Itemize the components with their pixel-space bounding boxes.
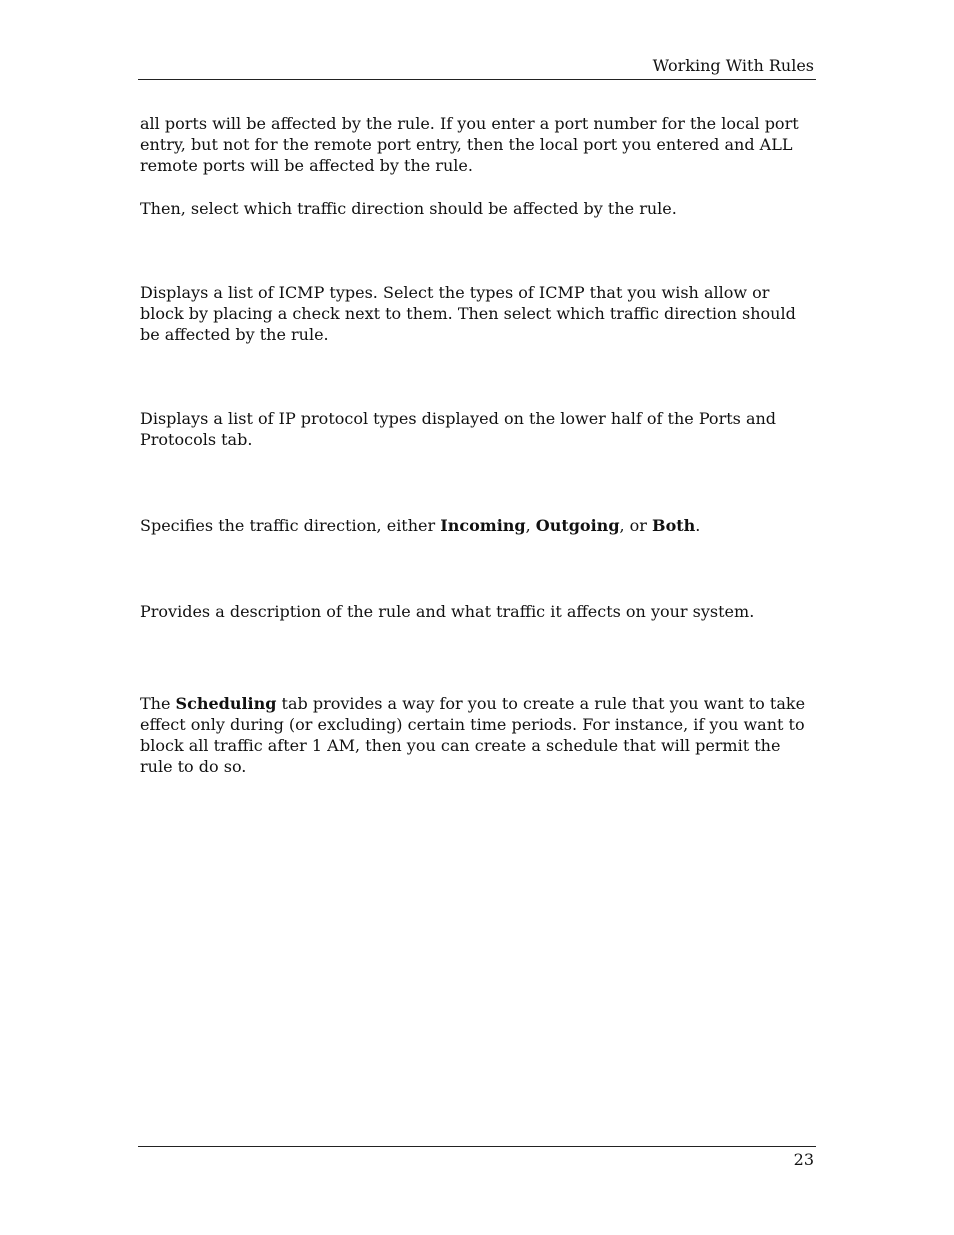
paragraph-description: Provides a description of the rule and what traffic it affects on your system.: [140, 602, 755, 621]
footer-divider: [138, 1146, 816, 1147]
scheduling-bold: Scheduling: [175, 694, 277, 713]
header-divider: [138, 79, 816, 80]
paragraph-ip-protocol: Displays a list of IP protocol types displayed on the lower half of the Ports and Protocols tab.: [140, 409, 777, 449]
paragraph-ports: all ports will be affected by the rule. If you enter a port number for the local port entry, but not for the remote port entry, then the local port you entered and ALL remote ports will be affected by the rule.: [140, 114, 799, 175]
page-number: 23: [793, 1150, 814, 1169]
direction-outgoing: Outgoing: [535, 516, 620, 535]
direction-prefix: Specifies the traffic direction, either: [140, 516, 441, 535]
direction-suffix: .: [695, 516, 701, 535]
direction-incoming: Incoming: [440, 516, 526, 535]
paragraph-traffic-direction: [140, 515, 816, 536]
paragraph-icmp: Displays a list of ICMP types. Select the types of ICMP that you wish allow or block by placing a check next to them. Then select which traffic direction should be affected by the rule.: [140, 283, 796, 344]
direction-sep1: ,: [525, 516, 536, 535]
running-header: Working With Rules: [652, 56, 814, 75]
paragraph-scheduling: [140, 693, 816, 777]
scheduling-prefix: The: [140, 694, 176, 713]
direction-both: Both: [652, 516, 696, 535]
paragraph-direction-select: Then, select which traffic direction should be affected by the rule.: [140, 199, 677, 218]
scheduling-suffix: tab provides a way for you to create a rule that you want to take effect only during (or excluding) certain time periods. For instance, if you want to block all traffic after 1 AM, then you can create a schedule that will permit the rule to do so.: [140, 694, 806, 776]
direction-sep2: , or: [619, 516, 653, 535]
